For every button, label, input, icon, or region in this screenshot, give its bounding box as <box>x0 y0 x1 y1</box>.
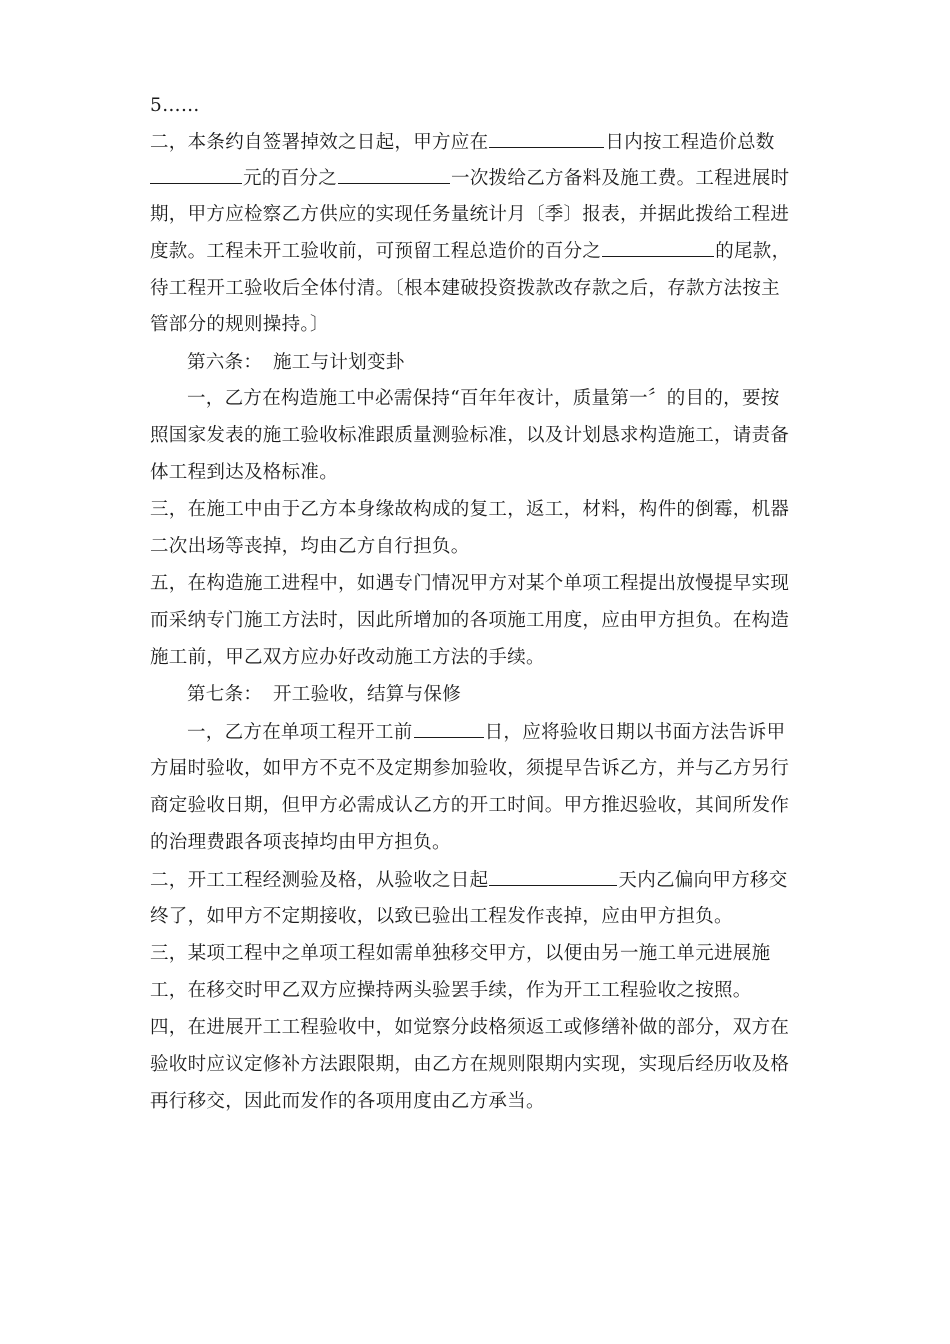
paragraph-line: 方届时验收，如甲方不克不及定期参加验收，须提早告诉乙方，并与乙方另行 <box>150 758 790 779</box>
paragraph-line: 一，乙方在构造施工中必需保持“百年年夜计，质量第一〞的目的，要按 <box>187 388 780 409</box>
paragraph-line: 终了，如甲方不定期接收，以致已验出工程发作丧掉，应由甲方担负。 <box>150 906 733 927</box>
paragraph-line: 照国家发表的施工验收标准跟质量测验标准，以及计划恳求构造施工，请责备 <box>150 425 790 446</box>
text-segment: 一次拨给乙方备料及施工费。工程进展时 <box>451 168 790 189</box>
text-segment: 二，本条约自签署掉效之日起，甲方应在 <box>150 132 489 153</box>
article-label: 第七条： <box>187 684 263 705</box>
paragraph-line: 二次出场等丧掉，均由乙方自行担负。 <box>150 536 470 557</box>
paragraph-line <box>150 239 790 264</box>
text-segment: 一，乙方在单项工程开工前 <box>187 722 413 743</box>
article-7-heading <box>187 683 461 707</box>
paragraph-line <box>150 166 789 191</box>
article-6-heading <box>187 351 405 375</box>
paragraph-line: 再行移交，因此而发作的各项用度由乙方承当。 <box>150 1091 545 1112</box>
paragraph-line: 而采纳专门施工方法时，因此所增加的各项施工用度，应由甲方担负。在构造 <box>150 610 790 631</box>
fill-in-blank[interactable] <box>338 166 450 184</box>
text-segment: 日内按工程造价总数 <box>605 132 775 153</box>
fill-in-blank[interactable] <box>602 239 714 257</box>
text-segment: 度款。工程未开工验收前，可预留工程总造价的百分之 <box>150 241 602 262</box>
paragraph-line: 工，在移交时甲乙双方应操持两头验罢手续，作为开工工程验收之按照。 <box>150 980 752 1001</box>
text-segment: 日，应将验收日期以书面方法告诉甲 <box>484 722 786 743</box>
text-segment: 的尾款， <box>715 241 791 262</box>
paragraph-line <box>150 868 788 893</box>
text-segment: 天内乙偏向甲方移交 <box>618 870 788 891</box>
text-segment: 二，开工工程经测验及格，从验收之日起 <box>150 870 489 891</box>
paragraph-line: 三，在施工中由于乙方本身缘故构成的复工，返工，材料，构件的倒霉，机器 <box>150 499 790 520</box>
clause-5-ellipsis: 5…… <box>150 95 200 116</box>
paragraph-line: 待工程开工验收后全体付清。〔根本建破投资拨款改存款之后，存款方法按主 <box>150 278 780 299</box>
article-title: 施工与计划变卦 <box>273 352 405 373</box>
paragraph-line: 体工程到达及格标准。 <box>150 462 339 483</box>
text-segment: 元的百分之 <box>243 168 338 189</box>
paragraph-line <box>187 720 785 745</box>
fill-in-blank[interactable] <box>489 868 617 886</box>
paragraph-line: 三，某项工程中之单项工程如需单独移交甲方，以便由另一施工单元进展施 <box>150 943 771 964</box>
paragraph-line: 验收时应议定修补方法跟限期，由乙方在规则限期内实现，实现后经历收及格 <box>150 1054 790 1075</box>
paragraph-line: 五，在构造施工进程中，如遇专门情况甲方对某个单项工程提出放慢提早实现 <box>150 573 790 594</box>
paragraph-line: 四，在进展开工工程验收中，如觉察分歧格须返工或修缮补做的部分，双方在 <box>150 1017 790 1038</box>
article-label: 第六条： <box>187 352 263 373</box>
paragraph-line: 管部分的规则操持。〕 <box>150 314 329 335</box>
paragraph-line <box>150 130 775 155</box>
paragraph-line: 的治理费跟各项丧掉均由甲方担负。 <box>150 832 451 853</box>
article-title: 开工验收，结算与保修 <box>273 684 462 705</box>
fill-in-blank[interactable] <box>414 720 484 738</box>
paragraph-line: 期，甲方应检察乙方供应的实现任务量统计月〔季〕报表，并据此拨给工程进 <box>150 204 790 225</box>
paragraph-line: 商定验收日期，但甲方必需成认乙方的开工时间。甲方推迟验收，其间所发作 <box>150 795 790 816</box>
paragraph-line: 施工前，甲乙双方应办好改动施工方法的手续。 <box>150 647 545 668</box>
fill-in-blank[interactable] <box>150 166 242 184</box>
fill-in-blank[interactable] <box>489 130 604 148</box>
